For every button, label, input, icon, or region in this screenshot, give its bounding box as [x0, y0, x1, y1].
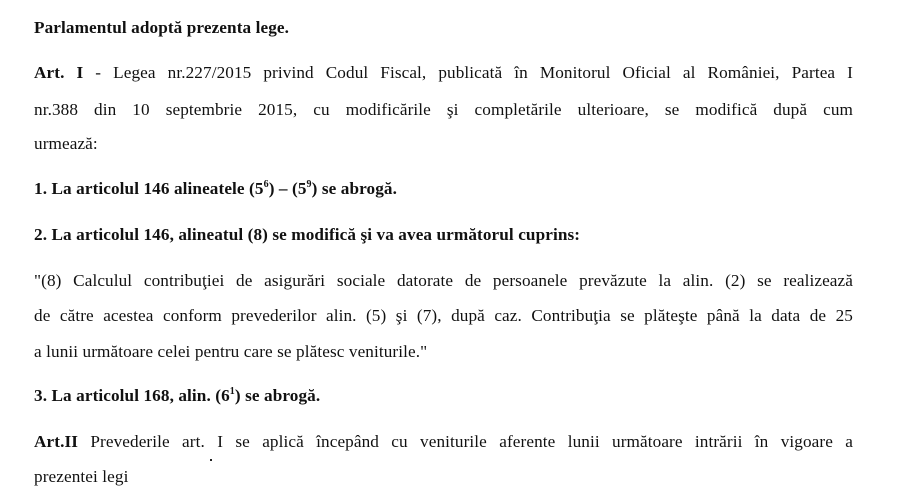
point1-heading [34, 178, 397, 200]
art2-line1-text: Prevederile art. I se aplică începând cu veniturile aferente lunii următoare intrării în vigoare a [78, 432, 853, 451]
point3-sup: 1 [229, 386, 235, 397]
art1-line1 [34, 62, 853, 84]
art2-line1 [34, 431, 853, 453]
point1-sup2: 9 [306, 179, 312, 190]
point1-sup1: 6 [263, 179, 269, 190]
point2-heading: 2. La articolul 146, alineatul (8) se modifică şi va avea următorul cuprins: [34, 225, 581, 244]
quote-line2: de către acestea conform prevederilor alin. (5) şi (7), după caz. Contribuţia se plăteşte până la data de 25 [34, 306, 853, 325]
point1-suffix: ) se abrogă. [311, 179, 398, 198]
art1-line3: urmează: [34, 134, 98, 153]
art1-line2: nr.388 din 10 septembrie 2015, cu modificările şi completările ulterioare, se modifică după cum [34, 100, 853, 119]
point1-prefix: 1. La articolul 146 alineatele (5 [34, 179, 264, 198]
art2-line2: prezentei legi [34, 467, 129, 486]
art1-line1-text: - Legea nr.227/2015 privind Codul Fiscal, publicată în Monitorul Oficial al României, Partea I [83, 63, 853, 82]
point3-suffix: ) se abrogă. [234, 386, 321, 405]
stray-mark [210, 459, 212, 461]
point1-middle: ) – (5 [268, 179, 307, 198]
intro-text: Parlamentul adoptă prezenta lege. [34, 18, 290, 37]
art1-label: Art. I [34, 63, 84, 82]
point3-heading [34, 385, 320, 407]
quote-line1: "(8) Calculul contribuţiei de asigurări sociale datorate de persoanele prevăzute la alin. (2) se realizează [34, 271, 853, 290]
point3-prefix: 3. La articolul 168, alin. (6 [34, 386, 230, 405]
quote-line3: a lunii următoare celei pentru care se plătesc veniturile." [34, 342, 428, 361]
art2-label: Art.II [34, 432, 79, 451]
